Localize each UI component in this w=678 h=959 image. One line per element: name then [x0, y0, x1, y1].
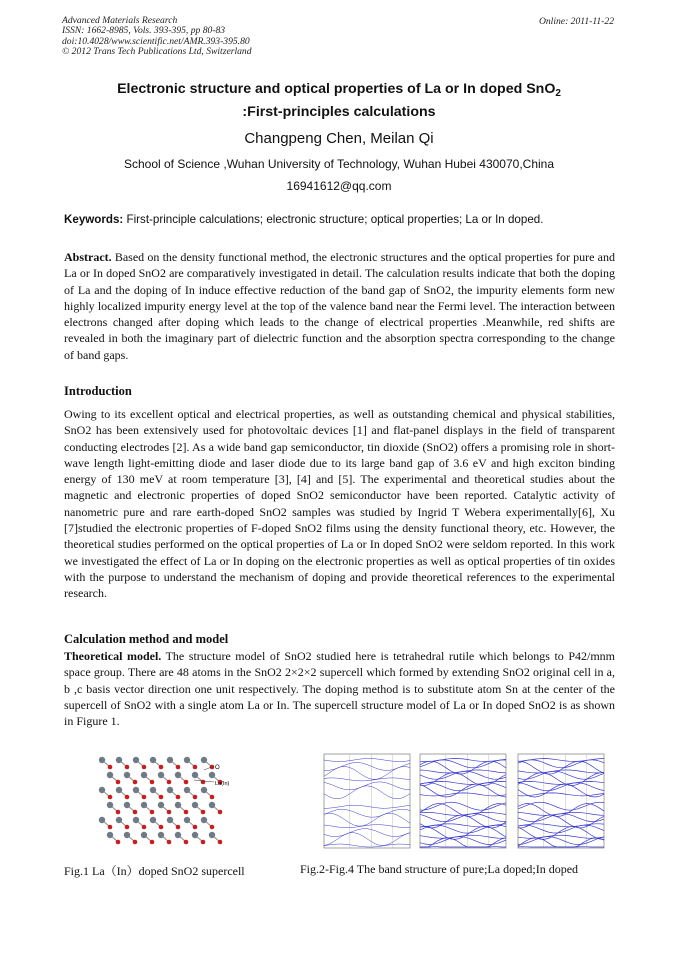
sn-atom	[209, 772, 215, 778]
sn-atom	[124, 802, 130, 808]
o-atom	[125, 825, 130, 830]
intro-text: Owing to its excellent optical and electrical properties, as well as outstanding chemical and physical stabilities, SnO2 has been extensively used for photovoltaic devices [1] and flat-panel displays in the field of transparent conducting electrodes [2]. As a wide band gap semiconductor, tin dioxide (SnO2) offers a promising role in short-wave length light-emitting diode and laser diode due to its large band gap of 3.6 eV and high exciton binding energy of 130 meV at room temperature [3], [4] and [5]. The experimental and theoretical studies about the magnetic and electronic properties of doped SnO2 semiconductor have been reported. Catalytic activity of nanometric pure and rare earth-doped SnO2 samples was studied by Ingrid T Webera experimentally[6], Xu [7]studied the electronic properties of F-doped SnO2 films using the density functional theory, etc. However, the theoretical studies performed on the optical properties of La or In doped SnO2 were seldom reported. In this work we investigated the effect of La or In doping on the electronic properties as well as optical properties of tin oxides with the purpose to understand the mechanism of doping and provide theoretical references to the experimental research.	[64, 407, 615, 601]
sn-atom	[107, 802, 113, 808]
o-atom	[210, 795, 215, 800]
band-curve	[324, 825, 410, 828]
o-atom	[176, 825, 181, 830]
sn-atom	[133, 757, 139, 763]
o-atom	[133, 780, 138, 785]
sn-atom	[175, 802, 181, 808]
o-atom	[133, 840, 138, 845]
sn-atom	[99, 817, 105, 823]
sn-atom	[141, 802, 147, 808]
o-atom	[193, 795, 198, 800]
issn: ISSN: 1662-8985, Vols. 393-395, pp 80-83	[62, 25, 226, 37]
band-curve	[324, 778, 410, 781]
sn-atom	[99, 757, 105, 763]
fig2-caption: Fig.2-Fig.4 The band structure of pure;La doped;In doped	[300, 862, 579, 876]
band-curve	[420, 838, 506, 847]
sn-atom	[158, 832, 164, 838]
copyright: © 2012 Trans Tech Publications Ltd, Switzerland	[62, 46, 252, 58]
keywords	[64, 213, 624, 226]
o-atom	[150, 810, 155, 815]
sn-atom	[124, 772, 130, 778]
o-atom	[218, 840, 223, 845]
o-atom	[167, 780, 172, 785]
sn-atom	[141, 832, 147, 838]
sn-atom	[116, 787, 122, 793]
o-atom	[167, 810, 172, 815]
band-curve	[324, 763, 410, 771]
email: 16941612@qq.com	[286, 179, 392, 193]
band-curve	[518, 826, 604, 839]
method-heading: Calculation method and model	[64, 632, 229, 646]
sn-atom	[167, 757, 173, 763]
sn-atom	[150, 787, 156, 793]
band-curve	[324, 759, 410, 762]
o-atom	[116, 840, 121, 845]
title-line1: Electronic structure and optical properties of La or In doped SnO	[117, 81, 556, 97]
o-atom	[150, 780, 155, 785]
band-curve	[324, 786, 410, 799]
sn-atom	[116, 757, 122, 763]
band-curve	[324, 844, 410, 847]
o-atom	[150, 840, 155, 845]
o-atom	[142, 795, 147, 800]
sn-atom	[192, 772, 198, 778]
sn-atom	[107, 832, 113, 838]
o-atom	[176, 795, 181, 800]
o-atom	[125, 765, 130, 770]
o-atom	[159, 825, 164, 830]
sn-atom	[167, 787, 173, 793]
band-curve	[420, 793, 506, 796]
o-atom	[184, 780, 189, 785]
sn-atom	[175, 832, 181, 838]
sn-atom	[175, 772, 181, 778]
sn-atom	[167, 817, 173, 823]
supercell-figure	[92, 752, 244, 848]
o-atom	[108, 825, 113, 830]
band-curve	[324, 829, 410, 837]
o-atom	[116, 780, 121, 785]
sn-atom	[158, 772, 164, 778]
sn-atom	[184, 757, 190, 763]
sn-atom	[201, 787, 207, 793]
sn-atom	[124, 832, 130, 838]
abstract-text: Based on the density functional method, the electronic structures and the optical properties for pure and La or In doped SnO2 are comparatively investigated in detail. The calculation results indicate that both the doping of La and the doping of In induce effective reduction of the band gap of SnO2, the impurity elements form new highly localized impurity energy level at the top of the valence band near the Fermi level. The interaction between electrons changed after doping which leads to the change of electrical properties .Meanwhile, red shifts are revealed in both the imaginary part of dielectric function and the absorption spectra corresponding to the change of band gaps.	[64, 250, 615, 362]
affiliation: School of Science ,Wuhan University of Technology, Wuhan Hubei 430070,China	[123, 157, 555, 171]
sn-atom	[209, 802, 215, 808]
band-curve	[324, 813, 410, 826]
journal-info	[62, 16, 252, 58]
sn-atom	[116, 817, 122, 823]
sn-atom	[141, 772, 147, 778]
band-curve	[518, 814, 604, 822]
o-atom	[142, 765, 147, 770]
sn-atom	[184, 817, 190, 823]
band-curve	[324, 805, 410, 808]
sn-atom	[209, 832, 215, 838]
o-atom	[108, 795, 113, 800]
sn-atom	[150, 757, 156, 763]
label-o: O	[215, 765, 220, 771]
band-curve	[420, 804, 506, 817]
band-curve	[518, 773, 604, 786]
keywords-text: First-principle calculations; electronic structure; optical properties; La or In doped.	[123, 213, 544, 226]
fig1-caption: Fig.1 La（In）doped SnO2 supercell	[64, 864, 245, 878]
label-la-in: La(In)	[215, 781, 230, 787]
band-curve	[324, 833, 410, 846]
band-curve	[518, 837, 604, 845]
band-curve	[518, 760, 604, 768]
band-structure-figures	[322, 752, 614, 852]
abstract-label: Abstract.	[64, 250, 112, 264]
band-curve	[420, 815, 506, 828]
sn-atom	[201, 817, 207, 823]
o-atom	[176, 765, 181, 770]
sn-atom	[201, 757, 207, 763]
o-atom	[142, 825, 147, 830]
intro-heading: Introduction	[64, 384, 132, 398]
sn-atom	[158, 802, 164, 808]
o-atom	[125, 795, 130, 800]
online-date: Online: 2011-11-22	[538, 16, 614, 27]
o-atom	[159, 765, 164, 770]
sn-atom	[192, 802, 198, 808]
journal-name: Advanced Materials Research	[62, 15, 178, 26]
band-curve	[324, 809, 410, 817]
band-curve	[518, 804, 604, 817]
o-atom	[159, 795, 164, 800]
o-atom	[184, 810, 189, 815]
sn-atom	[184, 787, 190, 793]
sn-atom	[133, 787, 139, 793]
o-atom	[193, 765, 198, 770]
band-curve	[518, 802, 604, 810]
keywords-label: Keywords:	[64, 213, 124, 226]
o-atom	[201, 780, 206, 785]
o-atom	[210, 825, 215, 830]
o-atom	[201, 840, 206, 845]
model-label: Theoretical model.	[64, 649, 162, 663]
o-atom	[167, 840, 172, 845]
o-atom	[108, 765, 113, 770]
band-curve	[518, 838, 604, 847]
band-curve	[518, 783, 604, 791]
paper-title	[62, 80, 616, 121]
o-atom	[133, 810, 138, 815]
sn-atom	[192, 832, 198, 838]
o-atom	[218, 810, 223, 815]
o-atom	[193, 825, 198, 830]
title-subscript: 2	[555, 88, 561, 99]
model-paragraph	[64, 648, 615, 729]
band-curve	[518, 824, 604, 827]
o-atom	[184, 840, 189, 845]
band-curve	[518, 793, 604, 796]
title-line2: :First-principles calculations	[242, 104, 436, 120]
doi: doi:10.4028/www.scientific.net/AMR.393-395.80	[62, 35, 250, 47]
o-atom	[201, 810, 206, 815]
band-curve	[518, 835, 604, 838]
model-text: The structure model of SnO2 studied here is tetrahedral rutile which belongs to P42/mnm space group. There are 48 atoms in the SnO2 2×2×2 supercell which formed by extending SnO2 original cell in a, b ,c basis vector direction one unit respectively. The doping method is to substitute atom Sn at the center of the supercell of SnO2 with a single atom La or In. The supercell structure model of La or In doped SnO2 is as shown in Figure 1.	[64, 649, 616, 729]
band-curve	[420, 802, 506, 810]
sn-atom	[99, 787, 105, 793]
sn-atom	[107, 772, 113, 778]
band-curve	[420, 761, 506, 774]
sn-atom	[133, 817, 139, 823]
abstract	[64, 249, 615, 363]
sn-atom	[150, 817, 156, 823]
band-panel-frame	[420, 754, 506, 848]
o-atom	[116, 810, 121, 815]
authors: Changpeng Chen, Meilan Qi	[244, 130, 434, 147]
